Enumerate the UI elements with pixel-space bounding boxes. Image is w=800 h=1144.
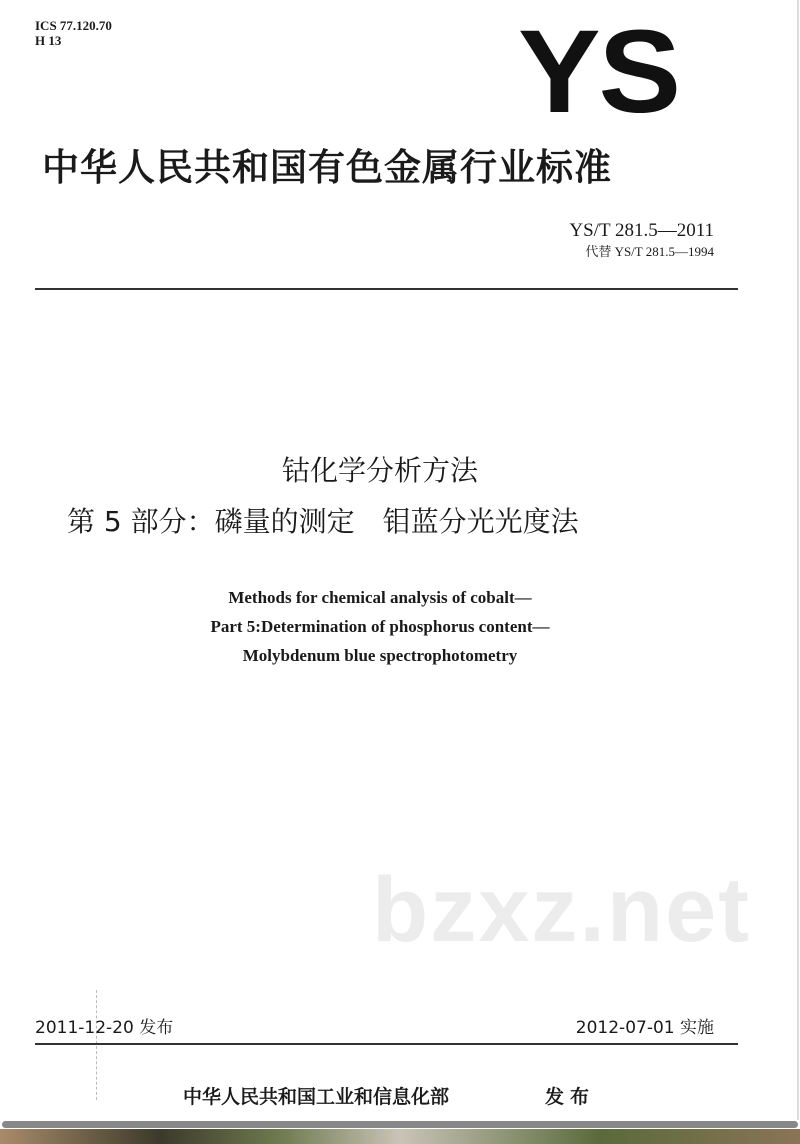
horizontal-scrollbar[interactable]: [2, 1121, 798, 1128]
next-page-preview: [0, 1129, 800, 1144]
title-cn-line1: 钴化学分析方法: [281, 454, 478, 487]
title-en-line2: Part 5:Determination of phosphorus content—: [210, 617, 550, 636]
title-en-line3: Molybdenum blue spectrophotometry: [242, 646, 518, 665]
publish-date: 2011-12-20 发布: [35, 1018, 174, 1038]
standard-number: YS/T 281.5—2011: [569, 220, 714, 241]
implement-date: 2012-07-01 实施: [575, 1018, 714, 1038]
issue-label: 发布: [545, 1086, 596, 1108]
ics-code: ICS 77.120.70: [35, 18, 112, 33]
classification-codes: [35, 18, 112, 48]
footer-divider: [35, 1043, 738, 1045]
binding-margin-marks: [96, 990, 98, 1100]
ys-logo: YS: [518, 6, 680, 138]
replaces-standard: 代替 YS/T 281.5—1994: [585, 244, 714, 259]
header-divider: [35, 288, 738, 290]
title-cn-line2: 第 5 部分：磷量的测定 钼蓝分光光度法: [67, 505, 579, 538]
standard-category-title: 中华人民共和国有色金属行业标准: [42, 146, 612, 189]
title-en-line1: Methods for chemical analysis of cobalt—: [228, 588, 532, 607]
watermark: bzxz.net: [372, 859, 751, 961]
issuing-authority: 中华人民共和国工业和信息化部: [183, 1086, 450, 1108]
ccs-code: H 13: [35, 33, 62, 48]
